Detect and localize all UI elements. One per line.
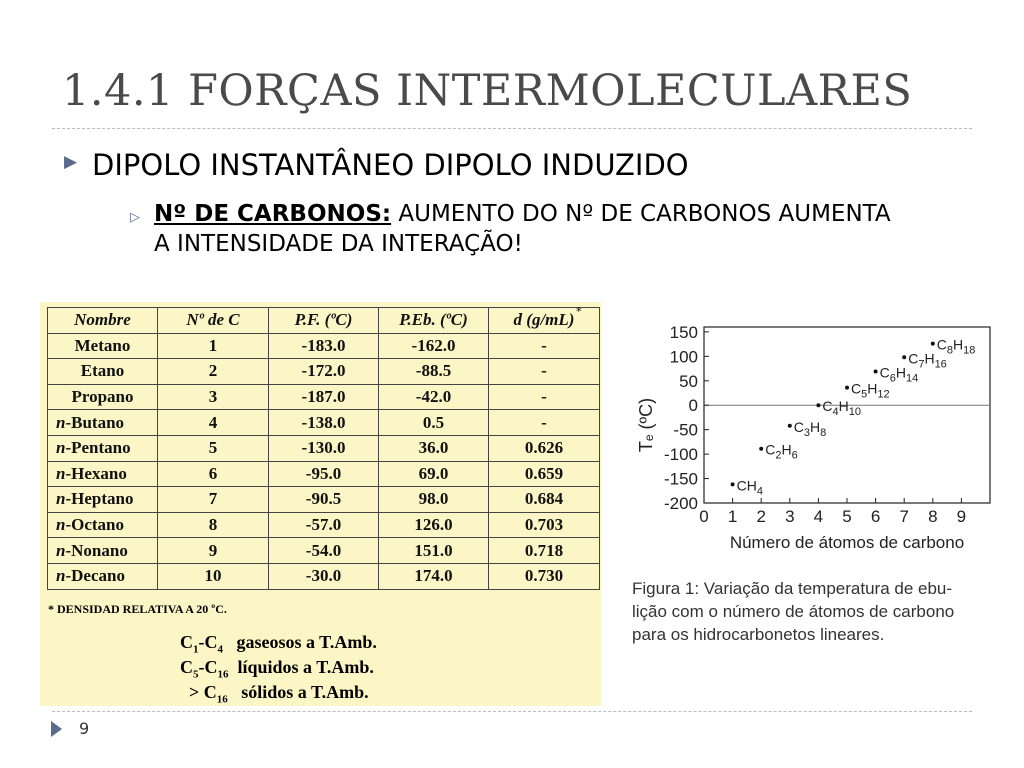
name-text: Etano bbox=[80, 361, 125, 381]
cell-pf: -30.0 bbox=[269, 563, 379, 589]
x-axis-label: Número de átomos de carbono bbox=[729, 533, 965, 552]
footer-divider bbox=[52, 711, 972, 712]
label-subscript: 6 bbox=[791, 449, 798, 462]
cell-peb: -42.0 bbox=[379, 384, 489, 410]
point-label bbox=[765, 442, 798, 462]
cell-peb: 174.0 bbox=[379, 563, 489, 589]
point-label bbox=[880, 364, 919, 384]
bullet-text: DIPOLO INSTANTÂNEO DIPOLO INDUZIDO bbox=[92, 148, 689, 182]
data-point bbox=[845, 386, 849, 390]
cell-name bbox=[48, 563, 158, 589]
label-subscript: 18 bbox=[963, 344, 976, 357]
state-legend-solid: > $C_{16}$ sólidos a T.Amb. bbox=[189, 682, 369, 706]
state-text: líquidos a T.Amb. bbox=[237, 657, 374, 677]
subscript: 5 bbox=[193, 668, 199, 681]
cell-d: 0.684 bbox=[489, 487, 600, 513]
slide-title: 1.4.1 FORÇAS INTERMOLECULARES bbox=[62, 66, 913, 116]
state-legend-gas: $C_1-C_4$ gaseosos a T.Amb. bbox=[180, 632, 377, 656]
cell-pf: -183.0 bbox=[269, 333, 379, 359]
cell-name bbox=[48, 461, 158, 487]
col-header: Nº de C bbox=[158, 308, 269, 334]
name-text: -Heptano bbox=[65, 489, 134, 509]
x-tick-label: 8 bbox=[928, 507, 938, 526]
label-subscript: 3 bbox=[803, 426, 811, 439]
bullet-text bbox=[154, 199, 894, 259]
label-subscript: 16 bbox=[934, 358, 947, 371]
y-tick-label: 100 bbox=[669, 347, 698, 367]
cell-peb: 0.5 bbox=[379, 410, 489, 436]
label-text: H bbox=[781, 441, 792, 458]
header-asterisk: * bbox=[576, 305, 582, 318]
cell-pf: -95.0 bbox=[269, 461, 379, 487]
cell-d: - bbox=[489, 359, 600, 385]
data-point bbox=[931, 342, 935, 346]
cell-name bbox=[48, 384, 158, 410]
footer-arrow-icon bbox=[51, 721, 62, 737]
name-text: -Butano bbox=[65, 412, 125, 432]
x-tick-label: 6 bbox=[870, 507, 881, 526]
alkane-table-image bbox=[40, 302, 601, 706]
name-prefix: n bbox=[56, 412, 66, 432]
label-subscript: 4 bbox=[832, 406, 839, 419]
x-tick-label: 4 bbox=[813, 507, 824, 526]
cell-d: - bbox=[489, 410, 600, 436]
label-subscript: 5 bbox=[861, 388, 868, 401]
y-tick-label: -50 bbox=[673, 420, 698, 440]
state-legend-liquid: $C_5-C_{16}$ líquidos a T.Amb. bbox=[180, 657, 374, 681]
label-text: C bbox=[908, 350, 919, 367]
cell-peb: 126.0 bbox=[379, 512, 489, 538]
table-row bbox=[48, 435, 600, 461]
table-row bbox=[48, 359, 600, 385]
cell-peb: 36.0 bbox=[379, 435, 489, 461]
table-note: * DENSIDAD RELATIVA A 20 ºC. bbox=[48, 602, 227, 616]
name-text: Propano bbox=[71, 387, 134, 407]
name-text: -Decano bbox=[65, 566, 125, 586]
cell-c: 6 bbox=[158, 461, 269, 487]
y-tick-label: -200 bbox=[663, 494, 698, 513]
cell-c: 2 bbox=[158, 359, 269, 385]
cell-c: 9 bbox=[158, 538, 269, 564]
data-point bbox=[731, 482, 735, 486]
bullet-arrow-icon: ▷ bbox=[130, 210, 140, 225]
col-header: P.F. (ºC) bbox=[269, 308, 379, 334]
cell-pf: -172.0 bbox=[269, 359, 379, 385]
label-text: H bbox=[838, 398, 849, 415]
cell-c: 3 bbox=[158, 384, 269, 410]
alkane-table bbox=[47, 307, 600, 590]
label-text: H bbox=[953, 336, 964, 353]
cell-c: 5 bbox=[158, 435, 269, 461]
name-prefix: n bbox=[56, 438, 66, 458]
label-subscript: 6 bbox=[889, 372, 896, 385]
data-point bbox=[874, 369, 878, 373]
cell-name bbox=[48, 435, 158, 461]
title-divider bbox=[52, 128, 972, 129]
cell-name bbox=[48, 512, 158, 538]
label-subscript: 7 bbox=[918, 358, 925, 371]
state-text: gaseosos a T.Amb. bbox=[236, 632, 377, 652]
name-prefix: n bbox=[56, 489, 66, 509]
cell-pf: -187.0 bbox=[269, 384, 379, 410]
page-number: 9 bbox=[79, 719, 90, 738]
name-text: -Octano bbox=[65, 515, 125, 535]
cell-peb: -162.0 bbox=[379, 333, 489, 359]
cell-d: - bbox=[489, 384, 600, 410]
label-subscript: 8 bbox=[820, 426, 827, 439]
table-row bbox=[48, 563, 600, 589]
label-subscript: 8 bbox=[946, 344, 954, 357]
subscript: 16 bbox=[217, 668, 229, 681]
cell-pf: -90.5 bbox=[269, 487, 379, 513]
table-row bbox=[48, 487, 600, 513]
caption-line: Figura 1: Variação da temperatura de ebu- bbox=[632, 579, 953, 598]
caption-line: para os hidrocarbonetos lineares. bbox=[632, 625, 885, 644]
point-label bbox=[937, 337, 976, 357]
label-text: C bbox=[822, 398, 833, 415]
col-header: d (g/mL) bbox=[489, 308, 600, 334]
cell-c: 8 bbox=[158, 512, 269, 538]
cell-peb: 151.0 bbox=[379, 538, 489, 564]
cell-d: 0.703 bbox=[489, 512, 600, 538]
data-point bbox=[788, 424, 792, 428]
col-header: P.Eb. (ºC) bbox=[379, 308, 489, 334]
label-subscript: 2 bbox=[775, 449, 782, 462]
x-tick-label: 7 bbox=[899, 507, 909, 526]
cell-c: 7 bbox=[158, 487, 269, 513]
cell-pf: -138.0 bbox=[269, 410, 379, 436]
point-label bbox=[908, 350, 947, 370]
label-text: CH bbox=[736, 477, 757, 494]
y-axis-label: Tₑ (ºC) bbox=[636, 397, 656, 453]
table-header-row bbox=[48, 308, 600, 334]
bullet-arrow-icon: ▶ bbox=[64, 152, 78, 172]
name-text: -Nonano bbox=[65, 540, 128, 560]
bullet-label: Nº DE CARBONOS: bbox=[154, 201, 392, 227]
y-tick-label: 50 bbox=[679, 371, 698, 391]
label-text: H bbox=[867, 380, 878, 397]
y-tick-label: 150 bbox=[669, 322, 698, 342]
cell-d: - bbox=[489, 333, 600, 359]
y-tick-label: 0 bbox=[688, 396, 698, 416]
name-text: -Pentano bbox=[65, 438, 131, 458]
table-row bbox=[48, 538, 600, 564]
cell-peb: -88.5 bbox=[379, 359, 489, 385]
name-prefix: n bbox=[56, 463, 66, 483]
name-prefix: n bbox=[56, 515, 66, 535]
label-text: C bbox=[851, 380, 862, 397]
figure-caption bbox=[632, 577, 1012, 646]
col-header: Nombre bbox=[48, 308, 158, 334]
data-point bbox=[759, 447, 763, 451]
label-subscript: 4 bbox=[756, 485, 763, 498]
label-text: C bbox=[793, 418, 804, 435]
table-body bbox=[48, 333, 600, 589]
label-text: C bbox=[936, 336, 947, 353]
table-row bbox=[48, 512, 600, 538]
cell-peb: 69.0 bbox=[379, 461, 489, 487]
cell-d: 0.718 bbox=[489, 538, 600, 564]
label-subscript: 10 bbox=[848, 406, 862, 419]
x-tick-label: 0 bbox=[699, 507, 709, 526]
label-text: C bbox=[765, 441, 776, 458]
label-text: H bbox=[810, 418, 821, 435]
cell-d: 0.730 bbox=[489, 563, 600, 589]
cell-name bbox=[48, 410, 158, 436]
point-label bbox=[822, 398, 861, 418]
data-point bbox=[902, 355, 906, 359]
table-row bbox=[48, 461, 600, 487]
point-label bbox=[794, 419, 827, 439]
cell-pf: -57.0 bbox=[269, 512, 379, 538]
bullet-body: AUMENTO DO Nº DE CARBONOS AUMENTA A INTENSIDADE DA INTERAÇÃO! bbox=[154, 201, 891, 257]
boiling-point-chart bbox=[620, 305, 1000, 575]
subscript: 1 bbox=[193, 643, 199, 656]
label-text: C bbox=[879, 364, 890, 381]
point-label bbox=[737, 477, 763, 497]
cell-peb: 98.0 bbox=[379, 487, 489, 513]
label-subscript: 12 bbox=[877, 388, 890, 401]
cell-name bbox=[48, 487, 158, 513]
x-tick-label: 5 bbox=[842, 507, 852, 526]
table-row bbox=[48, 333, 600, 359]
label-text: H bbox=[924, 350, 935, 367]
cell-name bbox=[48, 538, 158, 564]
cell-d: 0.626 bbox=[489, 435, 600, 461]
label-subscript: 14 bbox=[905, 372, 919, 385]
cell-pf: -54.0 bbox=[269, 538, 379, 564]
cell-d: 0.659 bbox=[489, 461, 600, 487]
x-tick-label: 3 bbox=[785, 507, 795, 526]
name-prefix: n bbox=[56, 566, 66, 586]
name-text: -Hexano bbox=[65, 463, 127, 483]
name-text: Metano bbox=[74, 335, 131, 355]
y-tick-label: -100 bbox=[663, 445, 698, 465]
cell-name bbox=[48, 359, 158, 385]
y-tick-label: -150 bbox=[663, 469, 698, 489]
point-label bbox=[851, 381, 890, 401]
x-tick-label: 9 bbox=[956, 507, 967, 526]
x-tick-label: 2 bbox=[756, 507, 766, 526]
cell-name bbox=[48, 333, 158, 359]
data-point bbox=[816, 403, 820, 407]
x-tick-label: 1 bbox=[727, 507, 738, 526]
table-row bbox=[48, 384, 600, 410]
caption-line: lição com o número de átomos de carbono bbox=[632, 602, 955, 621]
cell-pf: -130.0 bbox=[269, 435, 379, 461]
name-prefix: n bbox=[56, 540, 66, 560]
cell-c: 10 bbox=[158, 563, 269, 589]
subscript: 16 bbox=[216, 693, 228, 706]
cell-c: 1 bbox=[158, 333, 269, 359]
state-text: sólidos a T.Amb. bbox=[241, 682, 369, 702]
label-text: H bbox=[895, 364, 906, 381]
table-row bbox=[48, 410, 600, 436]
subscript: 4 bbox=[217, 643, 223, 656]
cell-c: 4 bbox=[158, 410, 269, 436]
